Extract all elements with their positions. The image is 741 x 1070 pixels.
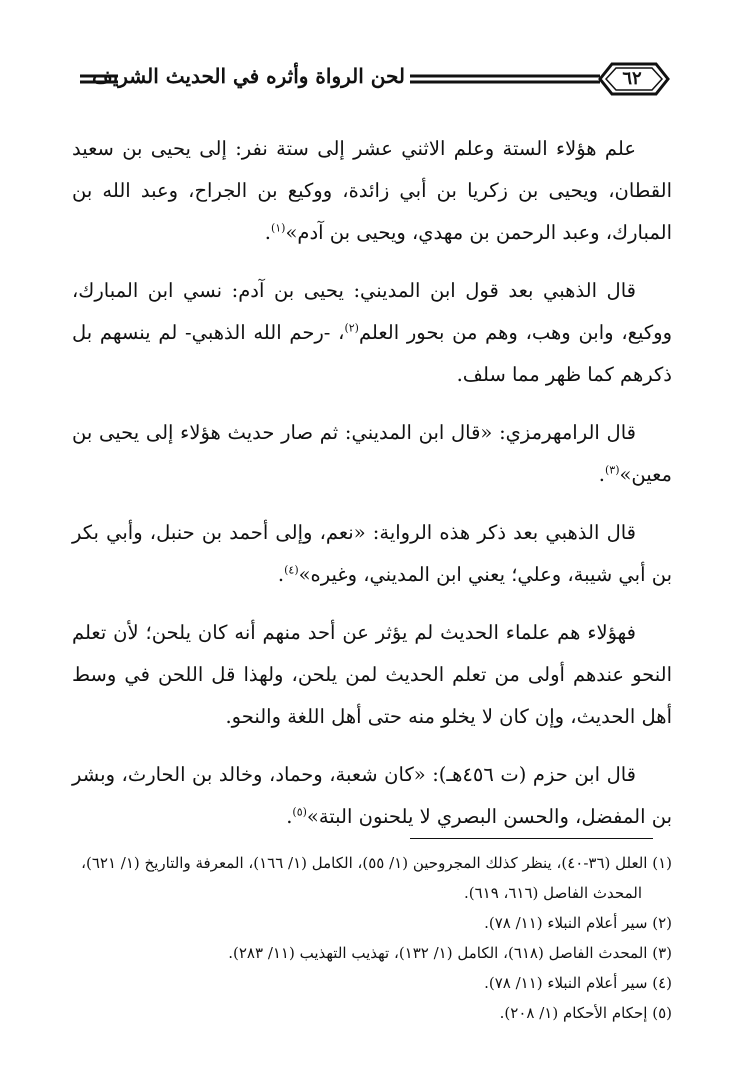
footnote-ref: (١) — [270, 221, 286, 235]
footnote-ref: (٢) — [344, 321, 359, 335]
footnote: (٥) إحكام الأحكام (١/ ٢٠٨). — [499, 1004, 672, 1022]
page-number: ٦٢ — [622, 68, 642, 89]
footnote-ref: (٣) — [604, 463, 620, 477]
footnote: (٤) سير أعلام النبلاء (١١/ ٧٨). — [484, 974, 672, 992]
footnotes — [72, 848, 672, 1028]
page-header — [0, 52, 741, 108]
footnote: (٢) سير أعلام النبلاء (١١/ ٧٨). — [484, 914, 672, 932]
running-title: لحن الرواة وأثره في الحديث الشريف — [91, 64, 405, 88]
footnote: (١) العلل (٣٦-٤٠)، ينظر كذلك المجروحين (١/ ٥٥)، الكامل (١/ ١٦٦)، المعرفة والتاريخ (١/ ٦٢١)، المحدث الفاصل (٦١٦، ٦١٩). — [81, 854, 672, 902]
footnote: (٣) المحدث الفاصل (٦١٨)، الكامل (١/ ١٣٢)، تهذيب التهذيب (١١/ ٢٨٣). — [228, 944, 672, 962]
main-text — [72, 128, 672, 854]
footnote-separator — [410, 838, 653, 839]
footnote-ref: (٤) — [284, 563, 299, 577]
paragraph: فهؤلاء هم علماء الحديث لم يؤثر عن أحد منهم أنه كان يلحن؛ لأن تعلم النحو عندهم أولى من تعلم الحديث لمن يلحن، ولهذا قل اللحن في وسط أهل الحديث، وإن كان لا يخلو منه حتى أهل اللغة والنحو. — [72, 621, 672, 728]
paragraph: علم هؤلاء الستة وعلم الاثني عشر إلى ستة نفر: إلى يحيى بن سعيد القطان، ويحيى بن زكريا بن أبي زائدة، ووكيع بن الجراح، وعبد الله بن المبارك، وعبد الرحمن بن مهدي، ويحيى بن آدم»$^{(١)}$. — [72, 137, 672, 244]
paragraph: قال الذهبي بعد قول ابن المديني: يحيى بن آدم: نسي ابن المبارك، ووكيع، وابن وهب، وهم من بحور العلم$^{(٢)}$، -رحم الله الذهبي- لم ينسهم بل ذكرهم كما ظهر مما سلف. — [72, 279, 672, 386]
footnote-ref: (٥) — [292, 805, 307, 819]
paragraph: قال ابن حزم (ت ٤٥٦هـ): «كان شعبة، وحماد، وخالد بن الحارث، وبشر بن المفضل، والحسن البصري لا يلحنون البتة»$^{(٥)}$. — [72, 763, 672, 828]
paragraph: قال الذهبي بعد ذكر هذه الرواية: «نعم، وإلى أحمد بن حنبل، وأبي بكر بن أبي شيبة، وعلي؛ يعني ابن المديني، وغيره»$^{(٤)}$. — [72, 521, 672, 586]
paragraph: قال الرامهرمزي: «قال ابن المديني: ثم صار حديث هؤلاء إلى يحيى بن معين»$^{(٣)}$. — [72, 421, 672, 486]
